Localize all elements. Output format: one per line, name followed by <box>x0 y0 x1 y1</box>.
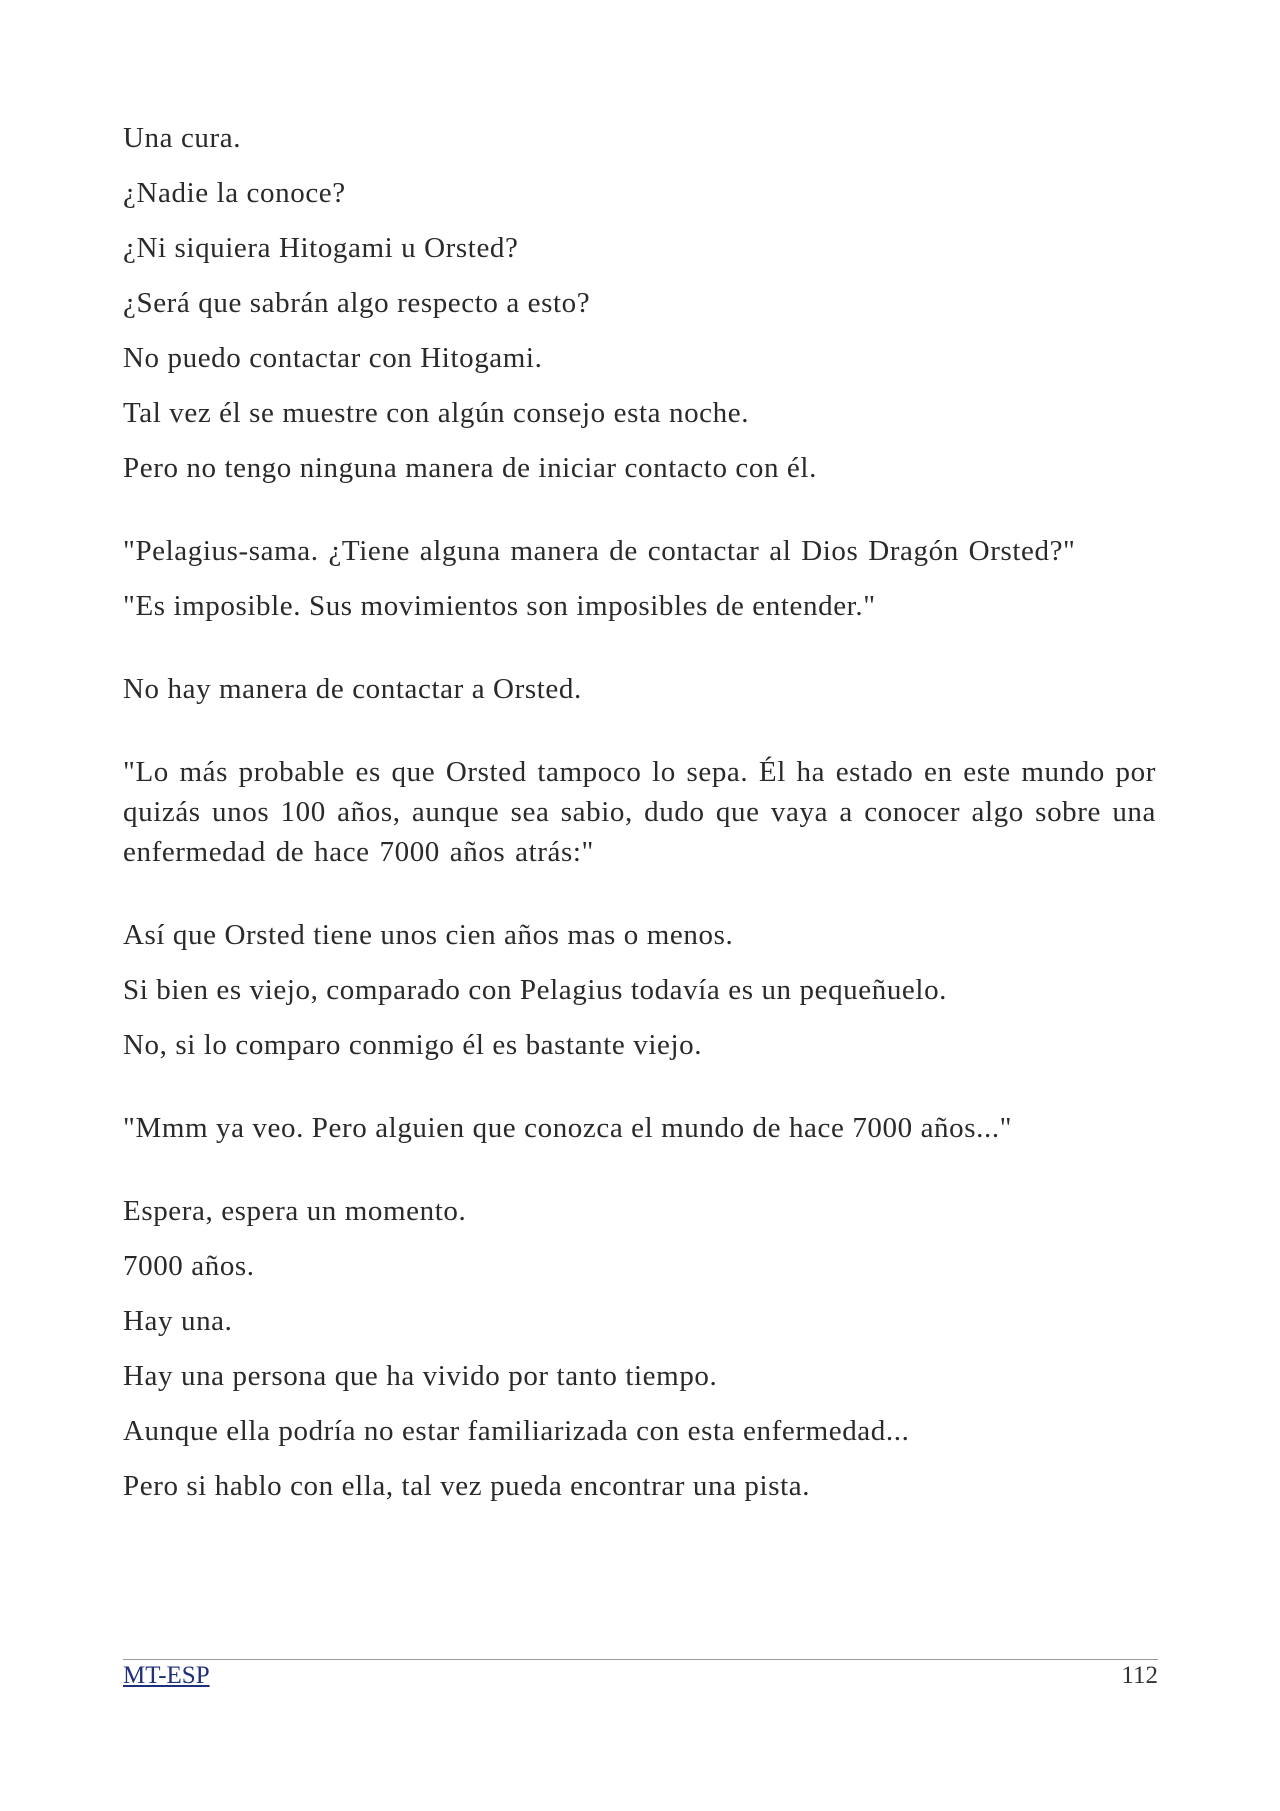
page-number: 112 <box>1121 1662 1158 1689</box>
text-line: ¿Ni siquiera Hitogami u Orsted? <box>123 232 519 264</box>
text-line: Una cura. <box>123 122 242 154</box>
text-line: 7000 años. <box>123 1250 255 1282</box>
dialogue-paragraph: "Lo más probable es que Orsted tampoco lo sepa. Él ha estado en este mundo por quizás unos 100 años, aunque sea sabio, dudo que vaya a conocer algo sobre una enfermedad de hace 7000 años atrás:" <box>123 756 1156 868</box>
text-line: Aunque ella podría no estar familiarizada con esta enfermedad... <box>123 1415 910 1447</box>
text-line: Si bien es viejo, comparado con Pelagius todavía es un pequeñuelo. <box>123 974 948 1006</box>
text-line: Tal vez él se muestre con algún consejo esta noche. <box>123 397 750 429</box>
text-line: Espera, espera un momento. <box>123 1195 467 1227</box>
text-line: Hay una persona que ha vivido por tanto tiempo. <box>123 1360 718 1392</box>
footer-divider <box>123 1659 1158 1660</box>
footer-link[interactable]: MT-ESP <box>123 1662 210 1689</box>
text-line: Así que Orsted tiene unos cien años mas o menos. <box>123 919 734 951</box>
text-line: Pero si hablo con ella, tal vez pueda encontrar una pista. <box>123 1470 811 1502</box>
dialogue-line: "Es imposible. Sus movimientos son imposibles de entender." <box>123 590 876 622</box>
text-line: ¿Será que sabrán algo respecto a esto? <box>123 287 591 319</box>
text-line: Hay una. <box>123 1305 233 1337</box>
text-line: ¿Nadie la conoce? <box>123 177 346 209</box>
text-line: Pero no tengo ninguna manera de iniciar contacto con él. <box>123 452 817 484</box>
text-line: No, si lo comparo conmigo él es bastante viejo. <box>123 1029 703 1061</box>
dialogue-line: "Mmm ya veo. Pero alguien que conozca el mundo de hace 7000 años..." <box>123 1112 1013 1144</box>
text-line: No hay manera de contactar a Orsted. <box>123 673 582 705</box>
text-line: No puedo contactar con Hitogami. <box>123 342 543 374</box>
body-text <box>123 118 1156 1506</box>
dialogue-paragraph: "Pelagius-sama. ¿Tiene alguna manera de contactar al Dios Dragón Orsted?" <box>123 535 1076 567</box>
